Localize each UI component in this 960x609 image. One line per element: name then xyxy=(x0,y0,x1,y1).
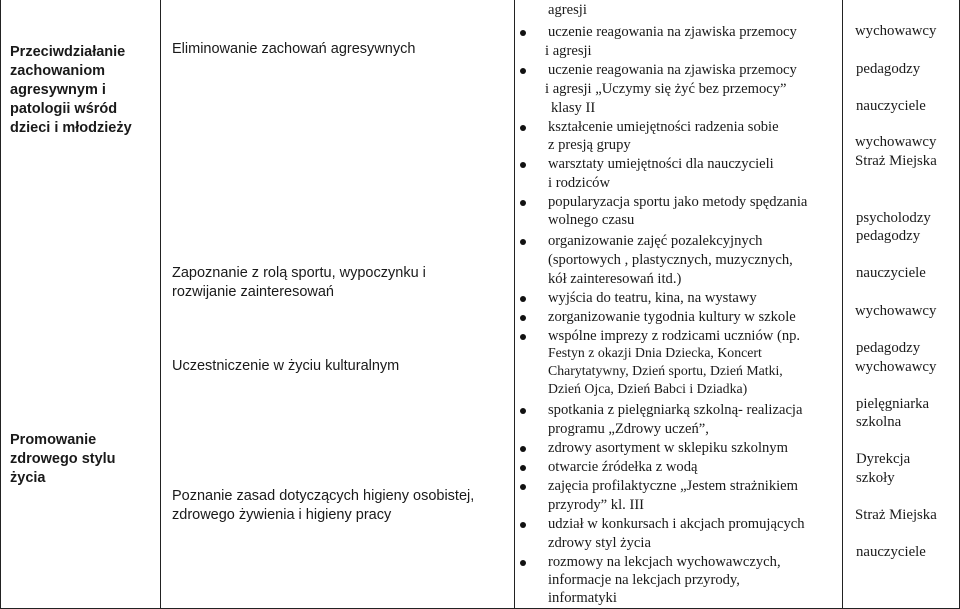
bullet-icon xyxy=(520,162,526,168)
task-line: Dzień Ojca, Dzień Babci i Dziadka) xyxy=(548,381,748,396)
text-line: Poznanie zasad dotyczących higieny osobistej, xyxy=(172,488,475,504)
responsible-line: wychowawcy xyxy=(855,359,937,375)
area-prevention xyxy=(10,43,132,138)
task-line: zorganizowanie tygodnia kultury w szkole xyxy=(548,309,796,325)
task-line: otwarcie źródełka z wodą xyxy=(548,459,698,475)
goal-sport-interests xyxy=(172,264,426,302)
responsible-line: wychowawcy xyxy=(855,303,937,319)
task-line: wyjścia do teatru, kina, na wystawy xyxy=(548,290,757,306)
text-line: agresywnym i xyxy=(10,82,106,98)
task-line: (sportowych , plastycznych, muzycznych, xyxy=(548,252,793,268)
task-line: Charytatywny, Dzień sportu, Dzień Matki, xyxy=(548,363,783,378)
task-line: wspólne imprezy z rodzicami uczniów (np. xyxy=(548,328,801,344)
table-border-left xyxy=(0,0,1,609)
responsible-line: Dyrekcja xyxy=(856,451,911,467)
text-line: zdrowego stylu xyxy=(10,451,116,467)
bullet-icon xyxy=(520,30,526,36)
task-line: uczenie reagowania na zjawiska przemocy xyxy=(548,24,797,40)
bullet-icon xyxy=(520,296,526,302)
task-line: informacje na lekcjach przyrody, xyxy=(548,572,740,588)
task-line: programu „Zdrowy uczeń”, xyxy=(548,421,709,437)
task-line: Festyn z okazji Dnia Dziecka, Koncert xyxy=(548,345,762,360)
bullet-icon xyxy=(520,200,526,206)
bullet-icon xyxy=(520,465,526,471)
text-line: zachowaniom xyxy=(10,63,106,79)
task-line: informatyki xyxy=(548,590,617,606)
task-line: wolnego czasu xyxy=(548,212,635,228)
text-line: życia xyxy=(10,470,46,486)
task-line: z presją grupy xyxy=(548,137,631,153)
text-line: zdrowego żywienia i higieny pracy xyxy=(172,507,392,523)
task-line: warsztaty umiejętności dla nauczycieli xyxy=(548,156,774,172)
bullet-icon xyxy=(520,315,526,321)
responsible-line: psycholodzy xyxy=(856,210,931,226)
responsible-line: Straż Miejska xyxy=(855,153,937,169)
bullet-icon xyxy=(520,125,526,131)
responsible-line: pedagodzy xyxy=(856,340,921,356)
task-line: kształcenie umiejętności radzenia sobie xyxy=(548,119,779,135)
text-line: Zapoznanie z rolą sportu, wypoczynku i xyxy=(172,265,426,281)
area-health-promotion xyxy=(10,431,116,488)
task-line: agresji xyxy=(548,2,587,18)
task-line: i agresji „Uczymy się żyć bez przemocy” xyxy=(545,81,787,97)
bullet-icon xyxy=(520,522,526,528)
text-line: rozwijanie zainteresowań xyxy=(172,284,334,300)
responsible-line: nauczyciele xyxy=(856,544,926,560)
bullet-icon xyxy=(520,334,526,340)
bullet-icon xyxy=(520,484,526,490)
bullet-icon xyxy=(520,446,526,452)
responsible-line: Straż Miejska xyxy=(855,507,937,523)
text-line: Przeciwdziałanie xyxy=(10,44,126,60)
responsible-line: pedagodzy xyxy=(856,61,921,77)
responsible-line: pielęgniarka xyxy=(856,396,930,412)
goal-cultural-life: Uczestniczenie w życiu kulturalnym xyxy=(172,358,400,374)
goal-eliminate-aggression: Eliminowanie zachowań agresywnych xyxy=(172,41,416,57)
goal-hygiene xyxy=(172,487,474,525)
bullet-icon xyxy=(520,408,526,414)
task-line: i agresji xyxy=(545,43,592,59)
task-line: popularyzacja sportu jako metody spędzania xyxy=(548,194,808,210)
responsible-line: nauczyciele xyxy=(856,265,926,281)
task-line: i rodziców xyxy=(548,175,611,191)
table-divider-3 xyxy=(842,0,843,609)
responsible-line: nauczyciele xyxy=(856,98,926,114)
responsible-line: wychowawcy xyxy=(855,23,937,39)
task-line: przyrody” kl. III xyxy=(548,497,645,513)
task-line: spotkania z pielęgniarką szkolną- realizacja xyxy=(548,402,803,418)
responsible-line: szkoły xyxy=(856,470,895,486)
bullet-icon xyxy=(520,239,526,245)
task-line: rozmowy na lekcjach wychowawczych, xyxy=(548,554,781,570)
task-line: udział w konkursach i akcjach promujących xyxy=(548,516,805,532)
task-line: zajęcia profilaktyczne „Jestem strażnikiem xyxy=(548,478,798,494)
responsible-line: pedagodzy xyxy=(856,228,921,244)
text-line: Promowanie xyxy=(10,432,97,448)
task-line: zdrowy styl życia xyxy=(548,535,651,551)
table-divider-1 xyxy=(160,0,161,609)
table-divider-2 xyxy=(514,0,515,609)
text-line: patologii wśród xyxy=(10,101,118,117)
responsible-line: wychowawcy xyxy=(855,134,937,150)
task-line: kół zainteresowań itd.) xyxy=(548,271,682,287)
bullet-icon xyxy=(520,560,526,566)
task-line: zdrowy asortyment w sklepiku szkolnym xyxy=(548,440,788,456)
responsible-line: szkolna xyxy=(856,414,902,430)
task-line: organizowanie zajęć pozalekcyjnych xyxy=(548,233,763,249)
bullet-icon xyxy=(520,68,526,74)
task-line: uczenie reagowania na zjawiska przemocy xyxy=(548,62,797,78)
task-line: klasy II xyxy=(551,100,596,116)
text-line: dzieci i młodzieży xyxy=(10,120,132,136)
